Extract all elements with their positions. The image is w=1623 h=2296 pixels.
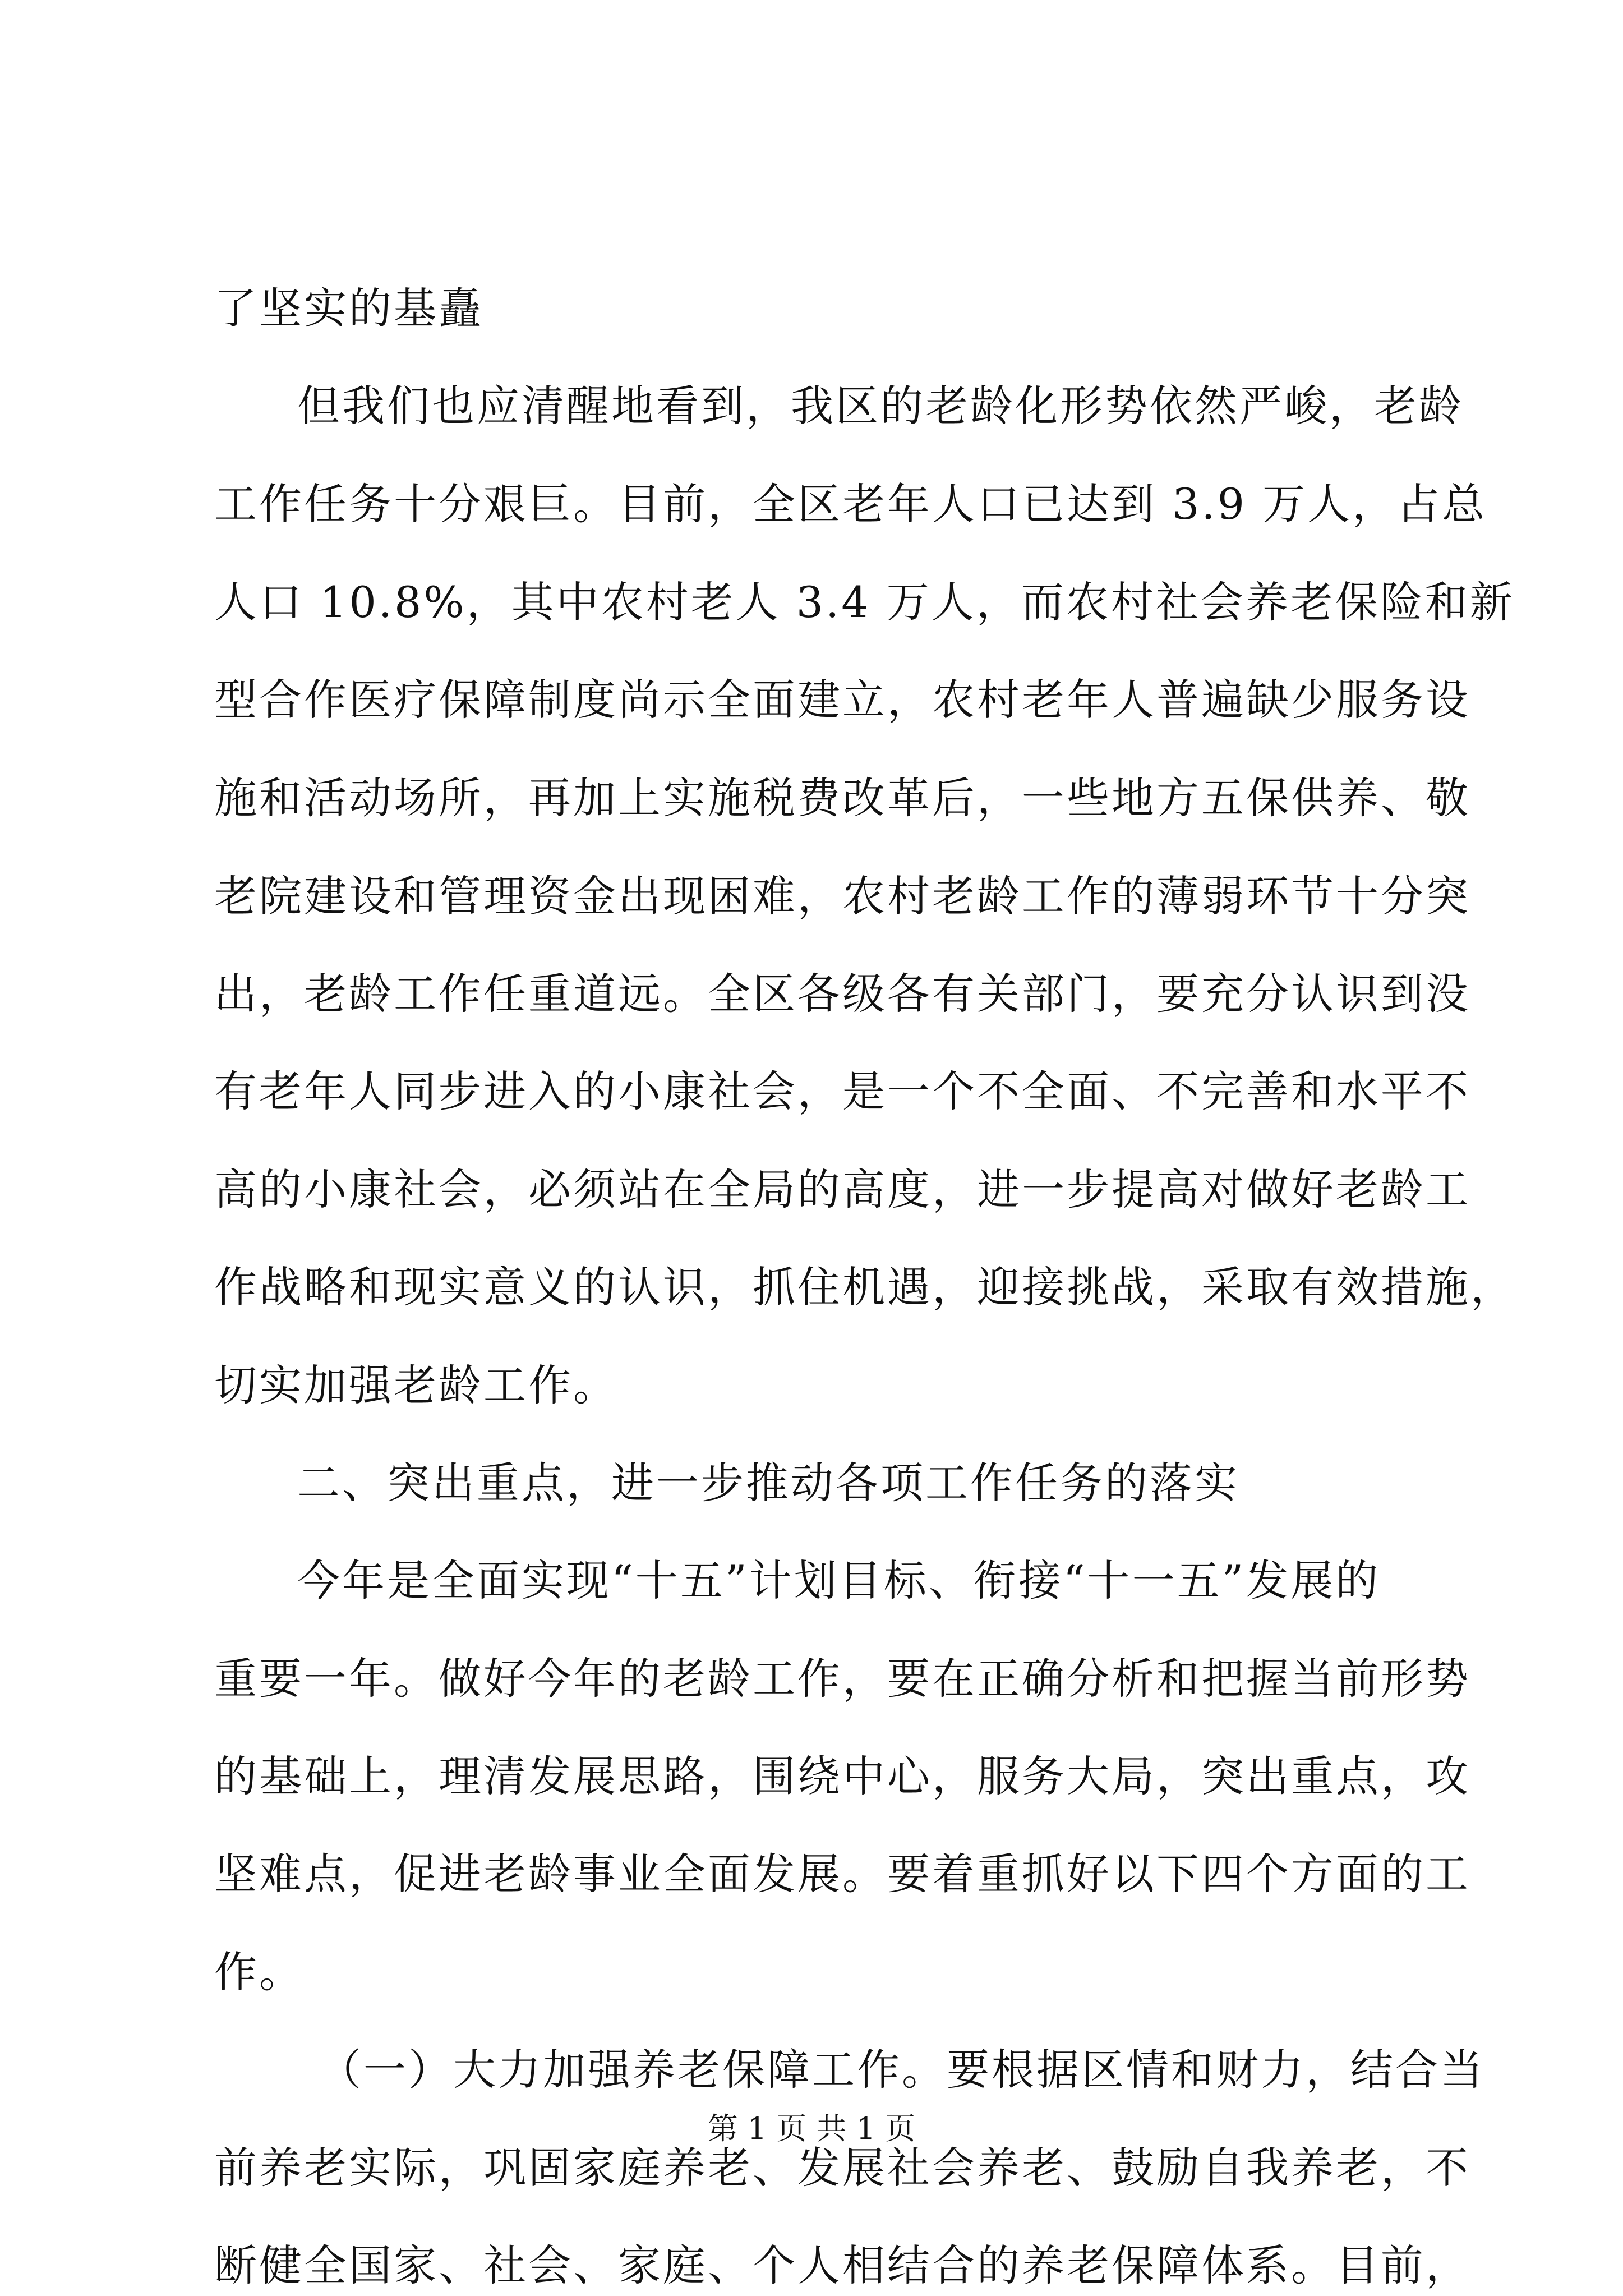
page-footer: 第 1 页 共 1 页 <box>707 2111 916 2146</box>
text-line: 了坚实的基矗 <box>214 283 483 333</box>
text-line: 作。 <box>214 1947 304 1997</box>
text-line: 有老年人同步进入的小康社会，是一个不全面、不完善和水平不 <box>214 1066 1470 1116</box>
text-line: 前养老实际，巩固家庭养老、发展社会养老、鼓励自我养老，不 <box>214 2143 1470 2193</box>
text-line: 断健全国家、社会、家庭、个人相结合的养老保障体系。目前， <box>214 2240 1470 2290</box>
text-line: 高的小康社会，必须站在全局的高度，进一步提高对做好老龄工 <box>214 1165 1470 1214</box>
text-line: 施和活动场所，再加上实施税费改革后，一些地方五保供养、敬 <box>214 773 1470 823</box>
text-line: 坚难点，促进老龄事业全面发展。要着重抓好以下四个方面的工 <box>214 1849 1470 1899</box>
text-line: 切实加强老龄工作。 <box>214 1360 618 1410</box>
text-line: 老院建设和管理资金出现困难，农村老龄工作的薄弱环节十分突 <box>214 871 1470 921</box>
text-line: 工作任务十分艰巨。目前，全区老年人口已达到 3.9 万人，占总 <box>214 479 1487 529</box>
text-line: 重要一年。做好今年的老龄工作，要在正确分析和把握当前形势 <box>214 1654 1470 1704</box>
subsection-line: （一）大力加强养老保障工作。要根据区情和财力，结合当 <box>319 2045 1485 2095</box>
text-line: 型合作医疗保障制度尚示全面建立，农村老年人普遍缺少服务设 <box>214 675 1470 725</box>
paragraph-line: 但我们也应清醒地看到，我区的老龄化形势依然严峻，老龄 <box>297 381 1464 431</box>
text-line: 的基础上，理清发展思路，围绕中心，服务大局，突出重点，攻 <box>214 1751 1470 1801</box>
text-line: 出，老龄工作任重道远。全区各级各有关部门，要充分认识到没 <box>214 969 1470 1019</box>
text-line: 作战略和现实意义的认识，抓住机遇，迎接挑战，采取有效措施， <box>214 1262 1515 1312</box>
paragraph-line: 今年是全面实现“十五”计划目标、衔接“十一五”发展的 <box>297 1556 1381 1605</box>
section-heading: 二、突出重点，进一步推动各项工作任务的落实 <box>297 1458 1239 1508</box>
text-line: 人口 10.8%，其中农村老人 3.4 万人，而农村社会养老保险和新 <box>214 577 1515 627</box>
